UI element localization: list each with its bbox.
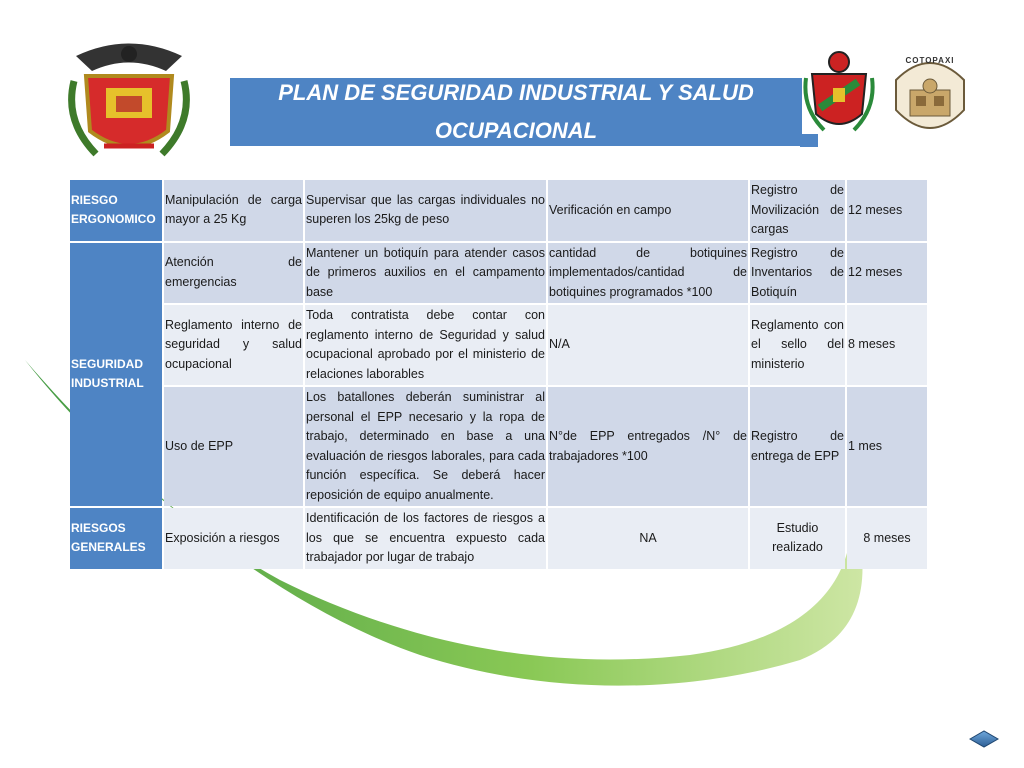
- measure-cell: Identificación de los factores de riesgos a los que se encuentra expuesto cada trabajador por lugar de trabajo: [305, 508, 546, 569]
- activity-cell: Manipulación de carga mayor a 25 Kg: [164, 180, 303, 241]
- category-cell: RIESGOS GENERALES: [70, 508, 162, 569]
- activity-cell: Atención de emergencias: [164, 243, 303, 304]
- measure-cell: Los batallones deberán suministrar al personal el EPP necesario y la ropa de trabajo, determinado en base a una evaluación de riesgos laborales, para cada función específica. Se deberá hacer reposición de equipo anualmente.: [305, 387, 546, 506]
- indicator-cell: N/A: [548, 305, 748, 385]
- verification-cell: Reglamento con el sello del ministerio: [750, 305, 845, 385]
- table-row: [70, 180, 927, 241]
- measure-cell: Supervisar que las cargas individuales no superen los 25kg de peso: [305, 180, 546, 241]
- shield-crest-icon: [56, 36, 202, 166]
- cotopaxi-label: COTOPAXI: [905, 56, 955, 65]
- table-row: [70, 387, 927, 506]
- table-row: [70, 305, 927, 385]
- shield-crest-icon: [800, 48, 878, 138]
- activity-cell: Reglamento interno de seguridad y salud ocupacional: [164, 305, 303, 385]
- term-cell: 12 meses: [847, 180, 927, 241]
- table-row: [70, 243, 927, 304]
- verification-cell: Registro de entrega de EPP: [750, 387, 845, 506]
- indicator-cell: Verificación en campo: [548, 180, 748, 241]
- indicator-cell: N°de EPP entregados /N° de trabajadores *100: [548, 387, 748, 506]
- cotopaxi-badge: [890, 50, 970, 138]
- measure-cell: Toda contratista debe contar con reglamento interno de Seguridad y salud ocupacional aprobado por el ministerio de relaciones laborables: [305, 305, 546, 385]
- measure-cell: Mantener un botiquín para atender casos de primeros auxilios en el campamento base: [305, 243, 546, 304]
- activity-cell: Uso de EPP: [164, 387, 303, 506]
- activity-cell: Exposición a riesgos: [164, 508, 303, 569]
- term-cell: 8 meses: [847, 305, 927, 385]
- term-cell: 8 meses: [847, 508, 927, 569]
- diamond-arrow-icon[interactable]: [968, 730, 1000, 748]
- indicator-cell: NA: [548, 508, 748, 569]
- category-cell: SEGURIDAD INDUSTRIAL: [70, 243, 162, 507]
- category-cell: RIESGO ERGONOMICO: [70, 180, 162, 241]
- term-cell: 12 meses: [847, 243, 927, 304]
- indicator-cell: cantidad de botiquines implementados/cantidad de botiquines programados *100: [548, 243, 748, 304]
- verification-cell: Estudio realizado: [750, 508, 845, 569]
- safety-plan-table: [68, 178, 929, 571]
- verification-cell: Registro de Inventarios de Botiquín: [750, 243, 845, 304]
- title-accent: [800, 134, 818, 147]
- verification-cell: Registro de Movilización de cargas: [750, 180, 845, 241]
- term-cell: 1 mes: [847, 387, 927, 506]
- page-title: PLAN DE SEGURIDAD INDUSTRIAL Y SALUD OCUPACIONAL: [230, 78, 802, 146]
- table-row: [70, 508, 927, 569]
